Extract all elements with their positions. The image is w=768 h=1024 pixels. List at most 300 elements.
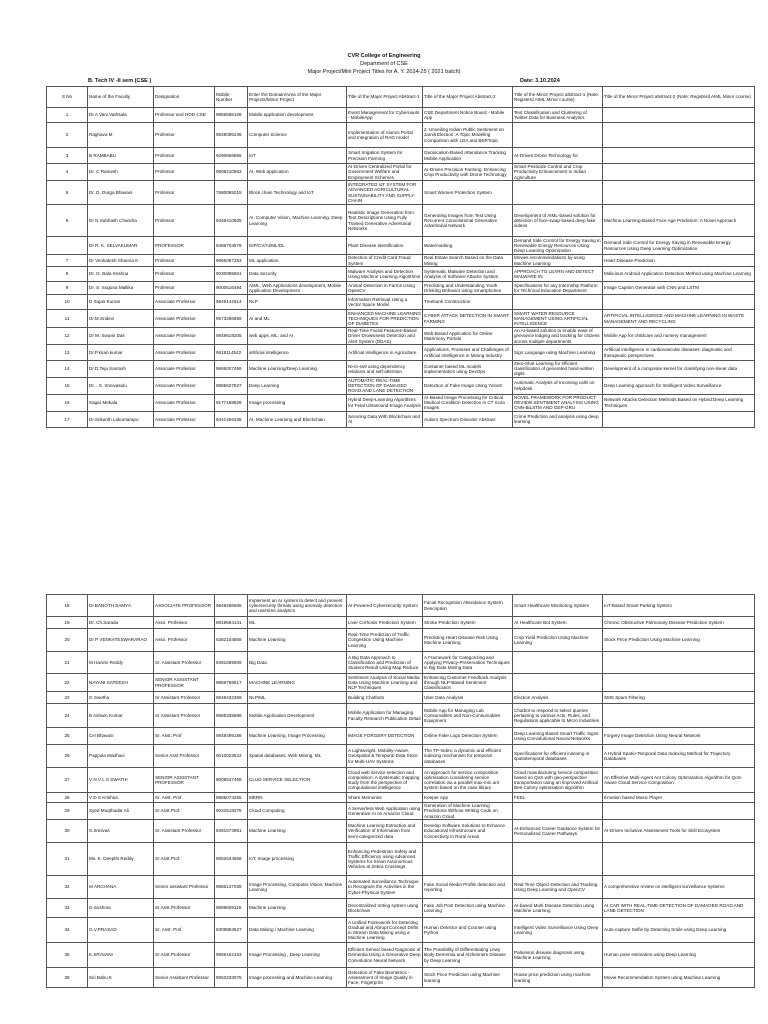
table-cell: V N V L S SWATHI: [88, 768, 154, 793]
table-cell: Dr. Ch.Sarada: [88, 617, 154, 629]
table-cell: Image Processing , Deep Learning: [248, 943, 347, 968]
table-cell: AI-based Multi Disease Detection using Machine Learning: [513, 899, 603, 918]
table-cell: Dr.P.kiran kumar: [88, 345, 154, 361]
table-cell: CSE Department Notice Board - Mobile App: [423, 108, 513, 123]
table-cell: Associate Professor: [154, 411, 215, 427]
table-cell: Deep Learning approach for Intelligent Video Surveillance: [603, 377, 755, 394]
table-cell: SMS Spam Filtering: [603, 692, 755, 704]
table-cell: Hybrid Deep-Learning Algorithms for Fetal Ultrasound-Image Analysis: [347, 394, 423, 411]
table-cell: Sr Assistant Professor: [154, 704, 215, 728]
table-row: [47, 793, 755, 803]
table-cell: Online Fake Logo Detection System: [423, 728, 513, 745]
table-cell: G Swetha: [88, 692, 154, 704]
table-cell: Sr. Assistant Professor: [154, 820, 215, 843]
table-cell: [603, 674, 755, 692]
table-cell: 9848096236: [215, 123, 248, 148]
table-cell: 9866137039: [215, 876, 248, 899]
table-row: [47, 692, 755, 704]
table-cell: 22: [47, 674, 88, 692]
table-cell: Implement an AI system to detect and prevent cybersecurity threats using anomaly detection and real-time analytics: [248, 595, 347, 617]
table-cell: Detection of Fake Image Using Yolov5: [423, 377, 513, 394]
table-cell: Sr. Asst. Prof: [154, 728, 215, 745]
table-cell: Mobile application development: [248, 108, 347, 123]
table-cell: 9666007459: [215, 361, 248, 378]
table-cell: 29: [47, 803, 88, 820]
table-cell: Image processing: [248, 394, 347, 411]
table-cell: Smart Irrigation System for Precision Farming: [347, 148, 423, 164]
table-cell: Container based ML models implementation using DevOps: [423, 361, 513, 378]
table-cell: Dr Venkatesh Sharma K: [88, 255, 154, 267]
table-cell: 9346410605: [215, 205, 248, 237]
column-header: Title of the Major Project Abstract-1: [347, 87, 423, 108]
table-cell: AUTOMATIC REAL-TIME DETECTION OF DAMAGED ROAD AND LANE DETECTION: [347, 377, 423, 394]
table-cell: Cloud manufacturing service composition based on QoS with geo-perspective transportation using an improved Artificial Bee Colony optimisation algorithm: [513, 768, 603, 793]
table-cell: Realistic Image Generation from Text Descriptions Using Fully Trained Generative Adversarial Networks: [347, 205, 423, 237]
table-cell: Mobile Application Development: [248, 704, 347, 728]
table-cell: 10: [47, 295, 88, 310]
table-cell: NLP: [248, 295, 347, 310]
column-header: Title of the Minor Project abstract-1 (Note: Registerd AIML Minor course): [513, 87, 603, 108]
table-cell: Asso. Professor: [154, 617, 215, 629]
table-row: [47, 968, 755, 988]
table-cell: 9849619205: [215, 328, 248, 345]
table-cell: Image Processing, Computer Vision, Machine Learning: [248, 876, 347, 899]
table-cell: 30: [47, 820, 88, 843]
table-row: [47, 728, 755, 745]
table-row: [47, 148, 755, 164]
column-header: S No: [47, 87, 88, 108]
table-row: [47, 629, 755, 652]
table-cell: AI-Driven Drone Technology for: [513, 148, 603, 164]
table-cell: Cloud Computing: [248, 803, 347, 820]
table-cell: Data Mining / Machine Learning: [248, 918, 347, 943]
table-cell: Mobile App for Managing Lab Consumables and Non-Consumables Equipment: [423, 704, 513, 728]
table-cell: AI-Driven Centralized Portal for Government Welfare and Employment Schemes: [347, 164, 423, 181]
table-cell: Efficient Sensor based Diagnosis of Dementia Using a Generative Deep Convolution Neural Network: [347, 943, 423, 968]
table-cell: An AI-based solution to enable ease of grievance lodging and tracking for citizens across multiple departments: [513, 328, 603, 345]
table-cell: Development of AIML-based solution for detection of face-swap-based deep fake videos: [513, 205, 603, 237]
table-row: [47, 267, 755, 282]
table-cell: 15: [47, 377, 88, 394]
table-cell: Ms. K. Deepthi Reddy: [88, 843, 154, 876]
table-cell: 9553233075: [215, 968, 248, 988]
table-cell: CLUD SERVICE SELECTION: [248, 768, 347, 793]
table-row: [47, 918, 755, 943]
table-cell: [603, 108, 755, 123]
table-cell: Demand Side Control for Energy Saving in Renewable Energy Resources Using Deep Learning Optimization: [514, 237, 601, 254]
table-cell: Network Attacks Detection Methods Based on Hybrid Deep Learning Techniques: [603, 394, 755, 411]
table-cell: [603, 123, 755, 148]
table-cell: 28: [47, 793, 88, 803]
table-cell: Dr.Srikanth Lakumarapu: [88, 411, 154, 427]
table-cell: A Framework for Categorizing and Applying Privacy-Preservation Techniques in Big Data Mining Data: [423, 652, 513, 674]
table-cell: Data Security: [248, 267, 347, 282]
table-cell: 9573286859: [215, 310, 248, 328]
table-cell: PROFESSOR: [154, 237, 215, 255]
table-cell: Treebank Construction: [423, 295, 513, 310]
table-cell: Professor: [154, 148, 215, 164]
table-cell: 9849142914: [215, 295, 248, 310]
college-name: CVR College of Engineering: [347, 53, 421, 59]
table-cell: [513, 843, 603, 876]
table-cell: Dr.BANOTH SAMYA: [88, 595, 154, 617]
table-cell: AI-Based Image Processing for Critical Medical Condition Detection in CT Scan Images: [423, 394, 513, 411]
table-cell: Machine Learning/Deep Learning: [248, 361, 347, 378]
table-row: [47, 328, 755, 345]
table-cell: 9491869509: [215, 652, 248, 674]
table-cell: 27: [47, 768, 88, 793]
table-cell: D Sujan Kumar: [88, 295, 154, 310]
table-row: [47, 237, 755, 255]
table-cell: Sr Assistant Professor: [154, 692, 215, 704]
table-cell: 9949286565: [215, 595, 248, 617]
table-cell: 21: [47, 652, 88, 674]
table-row: [47, 745, 755, 768]
table-cell: Dr. C Ramesh: [88, 164, 154, 181]
table-cell: Real Estate Search Based on the Data Mining: [423, 255, 513, 267]
table-cell: Enhancing Pedestrian Safety and Traffic Efficiency using Advanced Systems for Smart Autonomous Vehicles at Zebra Crossings: [347, 843, 423, 876]
table-cell: Real Time Object Detection and Tracking Using Deep Learning and OpenCV: [513, 876, 603, 899]
table-cell: Smart Pesticide Control and Crop Productivity Enhancement in Indian Agriculture: [513, 164, 603, 181]
table-cell: 9: [47, 282, 88, 295]
table-cell: 9000516494: [215, 282, 248, 295]
table-cell: 9032518375: [215, 803, 248, 820]
table-cell: 34: [47, 918, 88, 943]
table-cell: Chronic Obstructive Pulmonary Disease Prediction System: [603, 617, 755, 629]
table-cell: Uber Data Analysis: [423, 692, 513, 704]
table-cell: Dr.M.Sridevi: [88, 310, 154, 328]
table-cell: M ARCHANA: [88, 876, 154, 899]
table-cell: Mobile App for childcare and nursery management: [603, 328, 755, 345]
table-cell: AI, Computer Vision, Machine Learning, Deep Learning: [248, 205, 347, 237]
table-cell: 23: [47, 692, 88, 704]
table-cell: 9848432359: [215, 692, 248, 704]
table-cell: 20: [47, 629, 88, 652]
table-cell: Malicious Android Application Detection Method using Machine Learning: [603, 267, 755, 282]
table-cell: Chatbot to respond to select queries pertaining to various Acts, Rules, and Regulations applicable to Micro Industries: [513, 704, 603, 728]
table-cell: Predicting and Understanding Youth Drinking Behavior using Smartphones: [423, 282, 513, 295]
table-row: [47, 411, 755, 427]
table-cell: 5: [47, 181, 88, 205]
table-cell: Building Chatbots: [347, 692, 423, 704]
table-cell: Dr. G. Bala Krishna: [88, 267, 154, 282]
table-cell: Keeper App: [423, 793, 513, 803]
table-cell: Malware Analysis and Detection Using Machine Learning Algorithms: [347, 267, 423, 282]
table-cell: Stroke Prediction System: [423, 617, 513, 629]
table-cell: APPROACH TO LEARN AND DETECT MALWARE IN: [513, 267, 603, 282]
table-cell: Pappula Madhavi: [88, 745, 154, 768]
table-cell: Mobile Application for Managing Faculty Research Publication Detail: [347, 704, 423, 728]
table-cell: Sentiment Analysis of Social Media Data Using Machine Learning and NLP Techniques: [347, 674, 423, 692]
table-cell: Artificial Intelligence in Agriculture: [347, 345, 423, 361]
table-cell: ML application: [248, 255, 347, 267]
table-cell: [47, 237, 88, 255]
table-cell: 2: [47, 123, 88, 148]
table-cell: 9966162163: [215, 943, 248, 968]
table-cell: 9908210563: [215, 164, 248, 181]
table-cell: Parkinson disease diagnosis using Machine Learning: [513, 943, 603, 968]
table-cell: MACHINE LEARNING: [248, 674, 347, 692]
table-cell: Enhancing Customer Feedback Analysis through NLP-Based Sentiment Classification: [423, 674, 513, 692]
table-cell: Crime Prediction and analysis using deep learning: [513, 411, 603, 427]
table-cell: Real-Time Prediction of Traffic Congestion Using Machine Learning: [347, 629, 423, 652]
table-cell: Stock Price Prediction Using Machine Learning: [603, 629, 755, 652]
table-cell: A comprehensive review on intelligent surveillance systems: [603, 876, 755, 899]
table-cell: S.Srinivas: [88, 820, 154, 843]
table-cell: 2. Unveiling Indian Public Sentiment on Jamili Election: A Topic Modeling Comparison with LDA and BERTopic: [423, 123, 513, 148]
table-cell: Generating Images from Text Using Recurrent Convolutional Generative Adversarial Network: [423, 205, 513, 237]
table-cell: 9486703579: [215, 237, 248, 255]
table-cell: Autism Spectrum Disorder Abstract: [423, 411, 513, 427]
table-cell: V D S Krishna: [88, 793, 154, 803]
table-cell: A Hybrid Spatio-Temporal Data Indexing Method for Trajectory Databases: [603, 745, 755, 768]
table-cell: Auto-capture Selfie by Detecting Smile using Deep Learning: [603, 918, 755, 943]
table-row: [47, 943, 755, 968]
table-cell: Election Analysis: [513, 692, 603, 704]
table-cell: Professor: [154, 164, 215, 181]
table-cell: [603, 411, 755, 427]
table-cell: SMART WATER RESOURCE MANAGEMENT USING ARTIFICIAL INTELLIGENCE: [513, 310, 603, 328]
table-cell: Dr P VENKATESWARARAO: [88, 629, 154, 652]
table-cell: [603, 295, 755, 310]
table-cell: Development of a composite kernel for classifying non-linear data: [603, 361, 755, 378]
table-cell: Big Data: [248, 652, 347, 674]
table-cell: Professor: [154, 282, 215, 295]
table-cell: INTEGRATED IoT SYSTEM FOR ADVANCED AGRICULTURAL SUSTAINABILITY AND SUPPLY CHAIN: [347, 181, 423, 205]
table-cell: Event Management for Cybernauts - MobileApp: [347, 108, 423, 123]
table-cell: AI-Enhanced Career Guidance System for Personalized Career Pathways: [513, 820, 603, 843]
table-cell: 9849499188: [215, 728, 248, 745]
table-cell: artificial intelligence: [248, 345, 347, 361]
table-cell: AI-Driven Inclusive Assessment Tools for Skill Ecosystem: [603, 820, 755, 843]
table-cell: 13: [47, 345, 88, 361]
table-cell: B Ashwin Kumar: [88, 704, 154, 728]
table-row: [47, 282, 755, 295]
column-header: Designation: [154, 87, 215, 108]
table-cell: Fake Social Media Profile detection and reporting: [423, 876, 513, 899]
table-cell: 6382104869: [215, 629, 248, 652]
table-cell: 14: [47, 361, 88, 378]
table-cell: Facial Recognition Attendance System Description: [423, 595, 513, 617]
table-cell: Human Detector and Counter using Python: [423, 918, 513, 943]
table-cell: [513, 652, 603, 674]
table-cell: Liver Cirrhosis Prediction System: [347, 617, 423, 629]
table-cell: Specifications for efficient indexing in spatiotemporal databases: [513, 745, 603, 768]
table-cell: AI-Driven Precision Farming: Enhancing Crop Productivity with Drone Technology: [423, 164, 513, 181]
table-cell: Zero-Shot Learning for efficient classification of generated hand-written digits: [513, 361, 603, 378]
table-cell: [513, 803, 603, 820]
table-cell: Machine Learning: [248, 629, 347, 652]
table-cell: AI CAR WITH REAL-TIME DETECTION OF DAMAGED ROAD AND LANE DETECTION: [603, 899, 755, 918]
table-cell: Block chain Technology and IoT: [248, 181, 347, 205]
column-header: Mobile Number: [215, 87, 248, 108]
table-cell: 1: [47, 108, 88, 123]
table-header-row: [47, 87, 755, 108]
table-cell: Machine Learning, Image Processing: [248, 728, 347, 745]
table-cell: 9010023522: [215, 745, 248, 768]
table-cell: [603, 148, 755, 164]
table-cell: Automated Surveillance Technique to Recognize the Activities in the Cyber-Physical System: [347, 876, 423, 899]
table-cell: 9030995661: [215, 267, 248, 282]
table-cell: G.V.PRASAD: [88, 918, 154, 943]
table-cell: FEEL: [513, 793, 603, 803]
table-row: [47, 377, 755, 394]
table-cell: Systematic Malware Detection and Analysis of Software Attacks System: [423, 267, 513, 282]
table-cell: 16: [47, 394, 88, 411]
table-cell: The Possibility of Differentiating Lewy Body Dementia and Alzheimers Disease by Deep Learning: [423, 943, 513, 968]
table-cell: 9866769617: [215, 674, 248, 692]
table-cell: 25: [47, 728, 88, 745]
table-cell: Emotion based Music Player: [603, 793, 755, 803]
table-cell: AI Healthcare Bot System: [513, 617, 603, 629]
table-cell: 26: [47, 745, 88, 768]
table-cell: Deep Learning: [248, 377, 347, 394]
table-cell: Watermarking: [423, 237, 513, 255]
table-cell: Human pose estimation using Deep Learning: [603, 943, 755, 968]
table-cell: 9618114542: [215, 345, 248, 361]
table-cell: 9177168826: [215, 394, 248, 411]
table-cell: IoT: [248, 148, 347, 164]
table-cell: Associate Professor: [154, 394, 215, 411]
table-cell: [513, 674, 603, 692]
table-cell: Demand Side Control for Energy Saving in Renewable Energy Resources Using Deep Learning Optimization: [603, 237, 755, 255]
table-cell: Dr.D.Teja Santosh: [88, 361, 154, 378]
table-cell: [513, 295, 603, 310]
table-row: [47, 876, 755, 899]
table-cell: 11: [47, 310, 88, 328]
table-cell: 7680065015: [215, 181, 248, 205]
table-cell: Dr N Subhash Chandra: [88, 205, 154, 237]
table-cell: Stock Price Prediction using Machine learning: [423, 968, 513, 988]
table-cell: Professor: [154, 267, 215, 282]
table-cell: Movies recommendations by using Machine Learning: [513, 255, 603, 267]
table-cell: 8008527458: [215, 768, 248, 793]
table-cell: House price prediction using machine learning: [513, 968, 603, 988]
table-cell: Raghava M: [88, 123, 154, 148]
table-cell: MERN: [248, 793, 347, 803]
table-cell: Share Memories: [347, 793, 423, 803]
table-cell: Professor: [154, 255, 215, 267]
table-cell: Spatial databases, Web Mining, ML: [248, 745, 347, 768]
table-cell: Senior Asst Professor: [154, 745, 215, 768]
table-cell: ENHANCED MACHINE LEARNING TECHNIQUES FOR PREDICTION OF DIABETES: [348, 310, 421, 327]
table-cell: Dr R. K. SELVAKUMAR: [88, 237, 154, 255]
table-cell: Siri Babu K: [88, 968, 154, 988]
table-cell: 9866087283: [215, 255, 248, 267]
table-cell: Animal Detection in Farms Using OpenCV: [347, 282, 423, 295]
table-cell: 24: [47, 704, 88, 728]
table-cell: Machine Learning Extraction and Verification of Information from semi-categorized data: [347, 820, 423, 843]
table-cell: NLP/ML: [248, 692, 347, 704]
table-cell: AI-Powered Cybersecurity System: [347, 595, 423, 617]
table-cell: M Hanimi Reddy: [88, 652, 154, 674]
table-cell: DIP/CV/AI/ML/DL: [248, 237, 347, 255]
table-cell: Automatic Analysis of Incoming calls on helpdesk: [513, 377, 603, 394]
table-cell: 4: [47, 164, 88, 181]
table-cell: 35: [47, 943, 88, 968]
table-cell: [603, 803, 755, 820]
table-cell: 9885627827: [215, 377, 248, 394]
table-cell: 17: [47, 411, 88, 427]
table-cell: 31: [47, 843, 88, 876]
table-cell: 7: [47, 255, 88, 267]
table-cell: An Effective Multi-Agent Ant Colony Optimization Algorithm for QoS-Aware Cloud Service Composition: [603, 768, 755, 793]
table-row: [47, 674, 755, 692]
table-cell: Dr A Vani Vathsala: [88, 108, 154, 123]
table-cell: Plant Disease Identification: [347, 237, 423, 255]
table-cell: Image processing and Machine Learning: [248, 968, 347, 988]
table-cell: Sign Language using Machine Learning: [513, 345, 603, 361]
table-cell: Real-Time Facial Features-Based Driver Drowsiness Detection and Alert System (DDAS): [347, 328, 423, 345]
table-cell: NI-to-ss9 using dependency relations and self-attention: [347, 361, 423, 378]
table-cell: 9290666865: [215, 148, 248, 164]
table-cell: 9491873961: [215, 820, 248, 843]
table-cell: NAYANI SATEESH: [88, 674, 154, 692]
department-name: Department of CSE: [360, 61, 408, 67]
table-cell: 33: [47, 899, 88, 918]
table-cell: Senior Assistant Professor: [154, 968, 215, 988]
table-cell: Fake Job Post Detection using Machine Learning: [423, 899, 513, 918]
table-cell: ARTIFICIAL INTELLIGENCE AND MACHINE LEARNING IN WASTE MANAGEMENT AND RECYCLING: [603, 310, 755, 328]
table-cell: A Serverless Web Application using Generative AI on Amazon Cloud: [347, 803, 423, 820]
table-cell: SENIOR ASSISTANT PROFESSOR: [154, 768, 215, 793]
table-cell: Heart Disease Prediction: [603, 255, 755, 267]
table-cell: Sr.Asst.Prof.: [154, 803, 215, 820]
table-cell: Intelligent Video Surveillance Using Deep Learning: [513, 918, 603, 943]
table-cell: Geolocation-Based Attendance Tracking Mobile Application: [423, 148, 513, 164]
table-cell: Associate Professor: [154, 345, 215, 361]
table-cell: ASSOCIATE PROFESSOR: [154, 595, 215, 617]
document-title: Major Project/Mini Project Titles for A. Y. 2024-25 ( 2021 batch): [307, 69, 461, 75]
table-cell: Dr. S. Suguna Mallika: [88, 282, 154, 295]
table-cell: Detection of Credit Card Fraud System: [347, 255, 423, 267]
table-cell: Sr. Asst. Prof.: [154, 918, 215, 943]
table-cell: NOVEL FRAMEWORK FOR PRODUCT REVIEW SENTIMENT ANALYSIS USING CNN-BiLSTM AND GEP-GRU: [513, 394, 603, 411]
table-row: [47, 843, 755, 876]
table-cell: Associate Professor: [154, 295, 215, 310]
table-cell: Develop Software Solutions to Enhance Educational Infrastructure and Connectivity in Rural Areas: [423, 820, 513, 843]
table-cell: AI, Machine Learning and Blockchain: [248, 411, 347, 427]
table-cell: Associate Professor: [154, 328, 215, 345]
table-row: [47, 108, 755, 123]
table-cell: B RAMBABU: [88, 148, 154, 164]
table-cell: [603, 843, 755, 876]
table-row: [47, 704, 755, 728]
table-cell: Dr. D. Durga Bhavani: [88, 181, 154, 205]
table-cell: IoT-Based Smart Parking System: [603, 595, 755, 617]
table-cell: A Lightweight, Mobility-Aware, Geospatial & Temporal Data Store for Multi-UAV Systems: [347, 745, 423, 768]
table-cell: Sr.Asst.Professor: [154, 943, 215, 968]
table-row: [47, 255, 755, 267]
table-cell: 9989609116: [215, 899, 248, 918]
table-cell: Smart Healthcare Monitoring System: [513, 595, 603, 617]
table-cell: AI and ML: [248, 310, 347, 328]
table-cell: Asso. Professor: [154, 629, 215, 652]
table-row: [47, 295, 755, 310]
table-cell: Associate Professor: [154, 377, 215, 394]
table-row: [47, 361, 755, 378]
table-cell: [603, 164, 755, 181]
table-cell: An approach for service composition optimisation considering service correlation via a parallel max-min ant system based on the case library: [423, 768, 513, 793]
table-cell: Professor: [154, 181, 215, 205]
batch-label: B. Tech IV -II sem (CSE ): [88, 78, 152, 84]
table-cell: A Unified Framework for Detecting Gradual and Abrupt Concept Drifts in Stream Data Mining using a Machine Learning: [347, 918, 423, 943]
table-cell: Specifications for any Internship Platform for Technical Education Department: [513, 282, 603, 295]
table-row: [47, 310, 755, 328]
table-cell: Machine Learning-Based Face Age Prediction: A Novel Approach: [603, 205, 755, 237]
table-cell: 9866586106: [215, 108, 248, 123]
table-cell: 8919564141: [215, 617, 248, 629]
